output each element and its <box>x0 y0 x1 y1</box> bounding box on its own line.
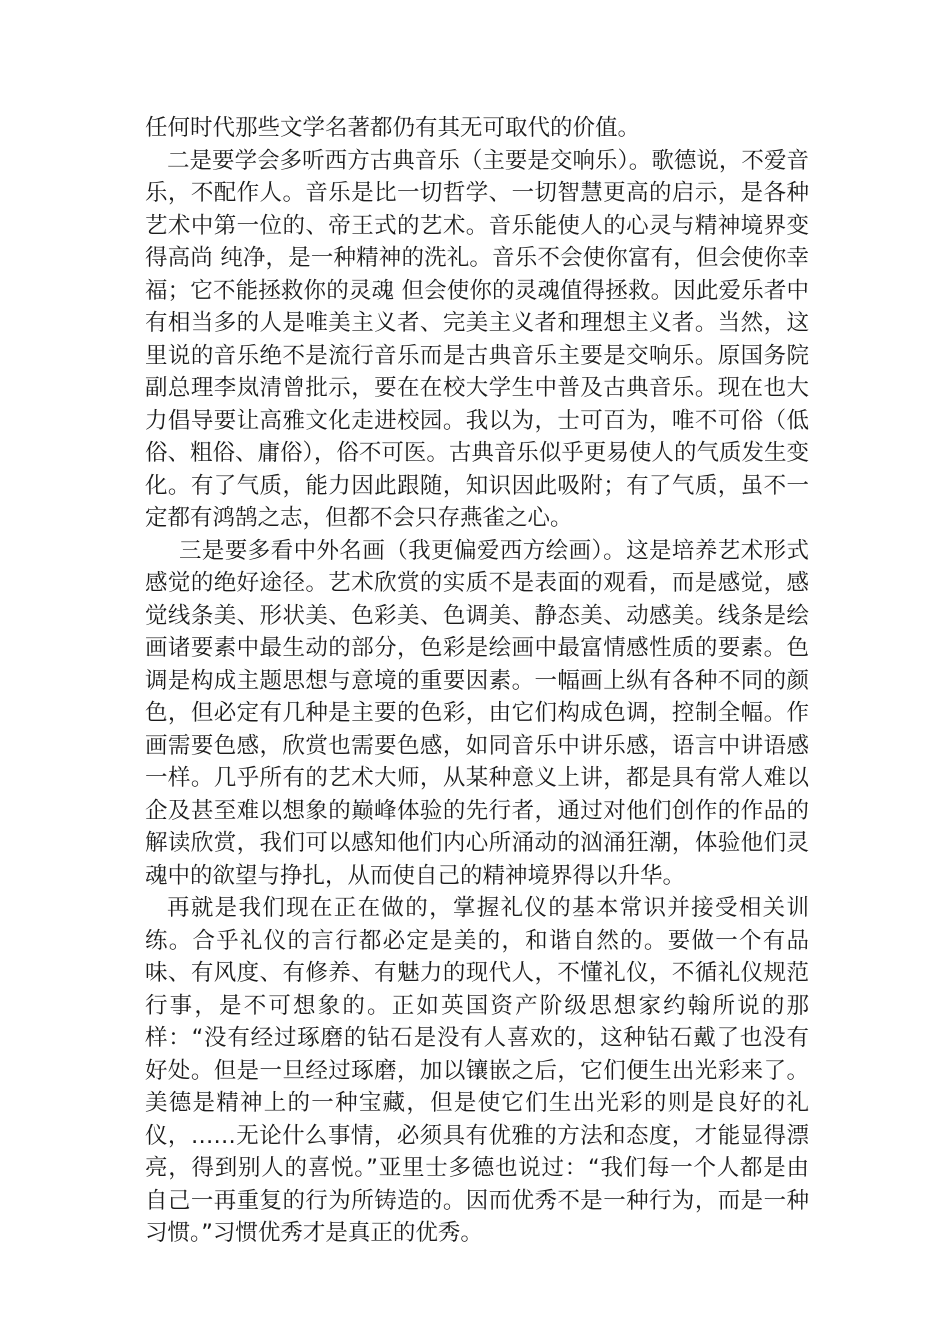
paragraph-etiquette: 再就是我们现在正在做的，掌握礼仪的基本常识并接受相关训练。合乎礼仪的言行都必定是美的，和谐自然的。要做一个有品味、有风度、有修养、有魅力的现代人，不懂礼仪，不循礼仪规范行事，是不可想象的。正如英国资产阶级思想家约翰所说的那样：“没有经过琢磨的钻石是没有人喜欢的，这种钻石戴了也没有好处。但是一旦经过琢磨，加以镶嵌之后，它们便生出光彩来了。美德是精神上的一种宝藏，但是使它们生出光彩的则是良好的礼仪，……无论什么事情，必须具有优雅的方法和态度，才能显得漂亮，得到别人的喜悦。”亚里士多德也说过：“我们每一个人都是由自己一再重复的行为所铸造的。因而优秀不是一种行为，而是一种习惯。”习惯优秀才是真正的优秀。 <box>145 895 809 1246</box>
document-body <box>145 112 809 1250</box>
paragraph-classical-music: 二是要学会多听西方古典音乐（主要是交响乐）。歌德说，不爱音乐，不配作人。音乐是比一切哲学、一切智慧更高的启示，是各种艺术中第一位的、帝王式的艺术。音乐能使人的心灵与精神境界变得高尚 纯净，是一种精神的洗礼。音乐不会使你富有，但会使你幸福；它不能拯救你的灵魂 但会使你的灵魂值得拯救。因此爱乐者中有相当多的人是唯美主义者、完美主义者和理想主义者。当然，这里说的音乐绝不是流行音乐而是古典音乐主要是交响乐。原国务院副总理李岚清曾批示，要在在校大学生中普及古典音乐。现在也大力倡导要让高雅文化走进校园。我以为，士可百为，唯不可俗（低俗、粗俗、庸俗），俗不可医。古典音乐似乎更易使人的气质发生变化。有了气质，能力因此跟随，知识因此吸附；有了气质，虽不一定都有鸿鹄之志，但都不会只存燕雀之心。 <box>145 147 809 531</box>
paragraph-famous-paintings: 三是要多看中外名画（我更偏爱西方绘画）。这是培养艺术形式感觉的绝好途径。艺术欣赏的实质不是表面的观看，而是感觉，感觉线条美、形状美、色彩美、色调美、静态美、动感美。线条是绘画诸要素中最生动的部分，色彩是绘画中最富情感性质的要素。色调是构成主题思想与意境的重要因素。一幅画上纵有各种不同的颜色，但必定有几种是主要的色彩，由它们构成色调，控制全幅。作画需要色感，欣赏也需要色感，如同音乐中讲乐感，语言中讲语感一样。几乎所有的艺术大师，从某种意义上讲，都是具有常人难以企及甚至难以想象的巅峰体验的先行者，通过对他们创作的作品的解读欣赏，我们可以感知他们内心所涌动的汹涌狂潮，体验他们灵魂中的欲望与挣扎，从而使自己的精神境界得以升华。 <box>145 537 809 889</box>
paragraph-continuation: 任何时代那些文学名著都仍有其无可取代的价值。 <box>145 115 641 141</box>
